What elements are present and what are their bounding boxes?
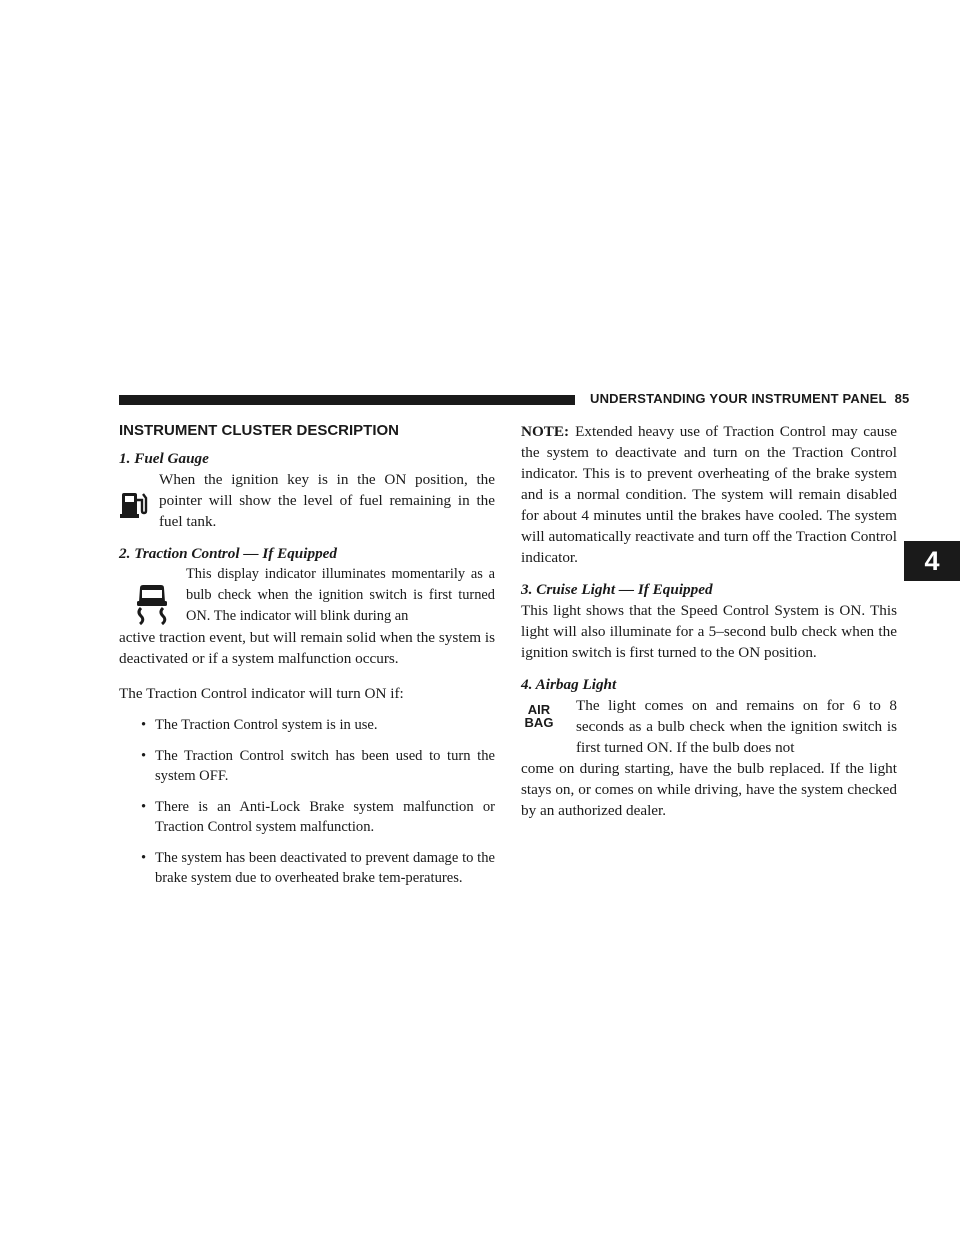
fuel-gauge-text: When the ignition key is in the ON position, the pointer will show the level of fuel remaining in the fuel tank. [159,471,495,530]
airbag-light-text: come on during starting, have the bulb replaced. If the light stays on, or comes on while driving, have the system checked by an authorized dealer. [521,760,897,819]
traction-control-heading: 2. Traction Control — If Equipped [119,545,337,562]
note-label: NOTE: [521,423,570,440]
note-text: Extended heavy use of Traction Control may cause the system to deactivate and turn on the Traction Control indicator. This is to prevent overheating of the brake system and is a normal condition. The system will remain disabled for about 4 minutes until the brakes have cooled. The system will automatically reactivate and turn off the Traction Control indicator. [521,423,897,566]
section-title: INSTRUMENT CLUSTER DESCRIPTION [119,422,400,439]
page-number: 85 [894,391,910,406]
airbag-light-block [521,695,897,758]
right-column [521,421,897,821]
list-item: • The Traction Control system is in use. [141,717,378,733]
fuel-gauge-block [119,469,495,532]
cruise-light-text: This light shows that the Speed Control System is ON. This light will also illuminate for a 5–second bulb check when the ignition switch is first turned to the ON position. [521,602,897,661]
header-section-title: UNDERSTANDING YOUR INSTRUMENT PANEL [590,391,887,406]
chapter-tab: 4 [904,541,960,581]
running-header [590,391,910,406]
cruise-light-heading: 3. Cruise Light — If Equipped [521,581,713,598]
traction-control-text-indented: This display indicator illuminates momentarily as a bulb check when the ignition switch is first turned ON. The indicator will blink during an [186,566,495,624]
indicator-conditions-list [119,715,495,888]
list-item: • There is an Anti-Lock Brake system malfunction or Traction Control system malfunction. [141,799,495,835]
fuel-gauge-heading: 1. Fuel Gauge [119,450,209,467]
indicator-intro: The Traction Control indicator will turn ON if: [119,685,404,702]
airbag-light-text-indented: The light comes on and remains on for 6 to 8 seconds as a bulb check when the ignition switch is first turned ON. If the bulb does not [576,697,897,756]
airbag-light-heading: 4. Airbag Light [521,676,617,693]
traction-control-text: active traction event, but will remain solid when the system is deactivated or if a system malfunction occurs. [119,629,495,667]
list-item: • The Traction Control switch has been used to turn the system OFF. [141,748,495,784]
header-rule [119,395,575,405]
list-item: • The system has been deactivated to prevent damage to the brake system due to overheated brake tem-peratures. [141,850,495,886]
airbag-icon: AIR BAG [524,702,554,730]
fuel-pump-icon [119,489,149,525]
traction-control-icon [133,582,171,632]
traction-control-block [119,564,495,627]
left-column [119,421,495,888]
note-paragraph [521,421,897,568]
